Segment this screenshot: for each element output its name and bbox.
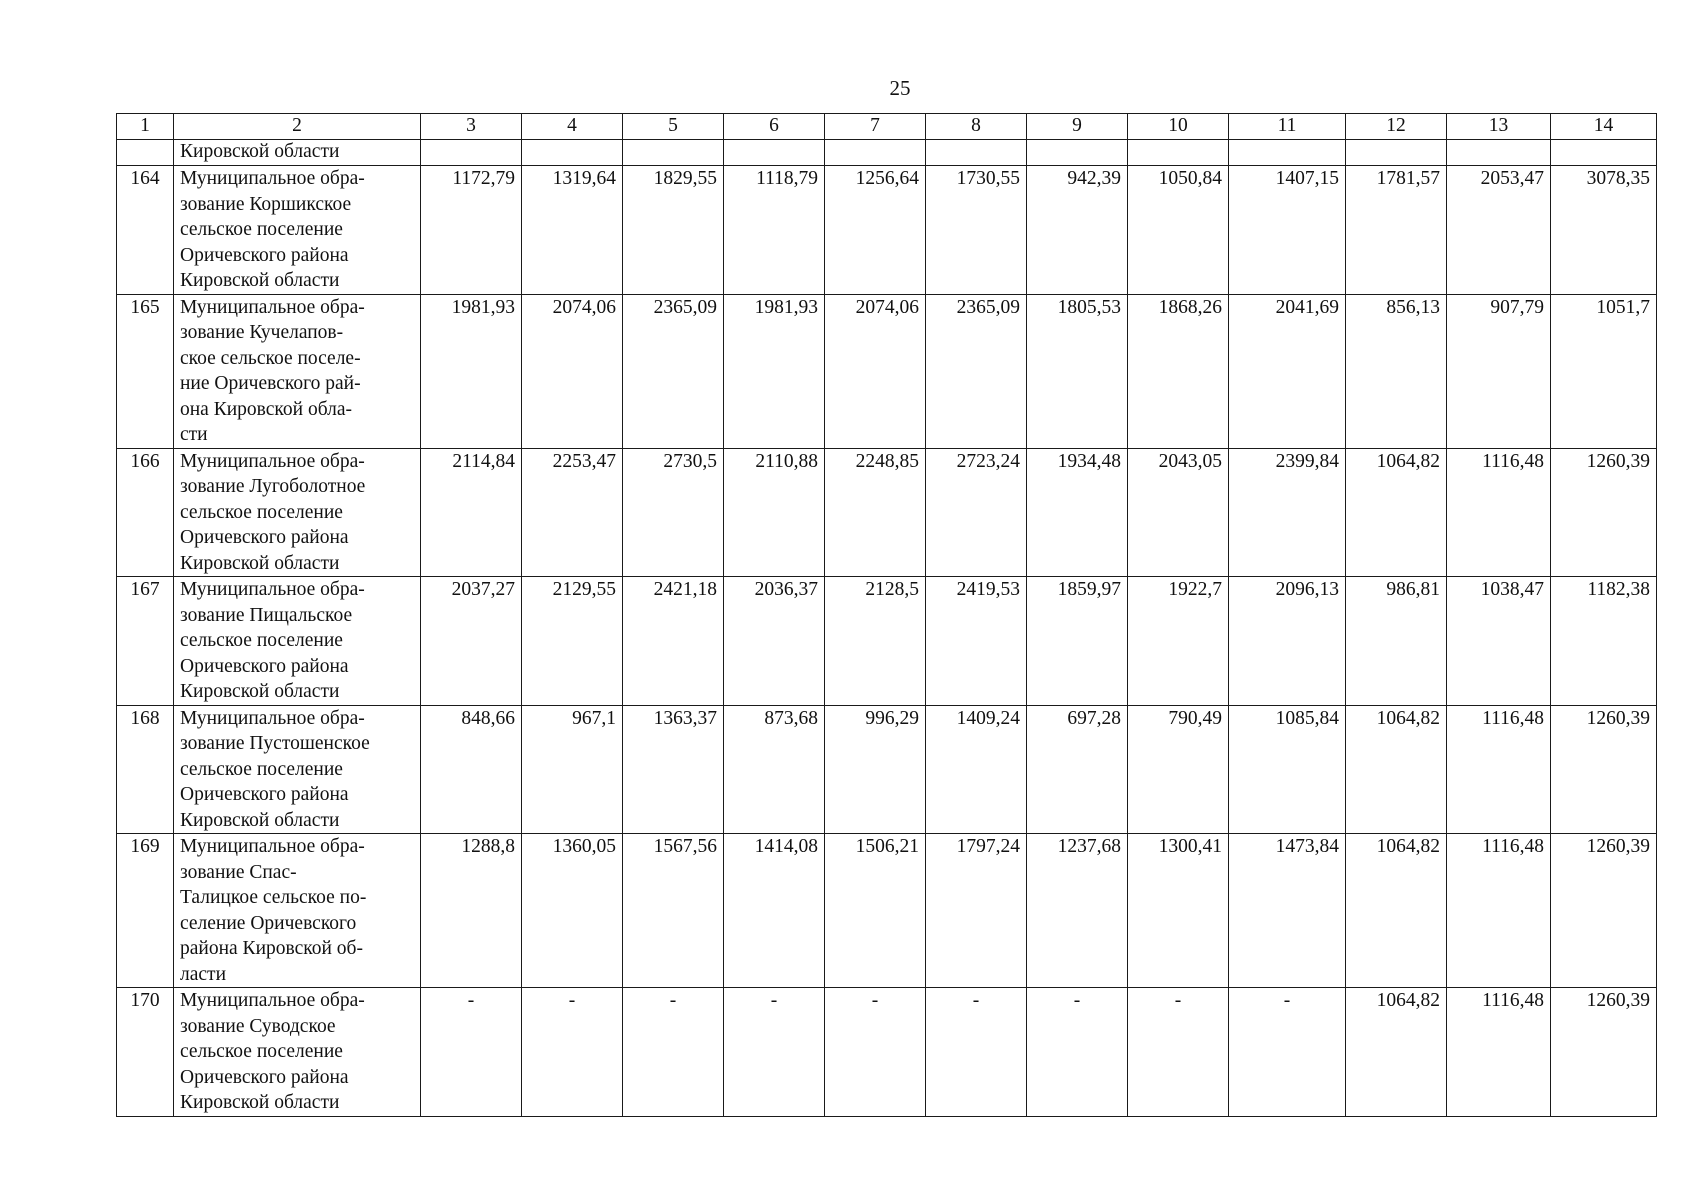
value-cell-col-8: 2723,24 (926, 448, 1027, 577)
row-number: 165 (117, 294, 174, 448)
municipality-name-line: зование Пищальское (180, 604, 353, 626)
column-header-1: 1 (117, 114, 174, 140)
column-header-3: 3 (421, 114, 522, 140)
value-cell-col-8: 1730,55 (926, 166, 1027, 295)
value-cell-col-11: 2399,84 (1229, 448, 1346, 577)
empty-cell (1346, 140, 1447, 166)
table-body (117, 140, 1657, 1117)
value-cell-col-13: 907,79 (1447, 294, 1551, 448)
value-cell-col-5: 1363,37 (623, 705, 724, 834)
row-number: 167 (117, 577, 174, 706)
value-cell-col-12: 856,13 (1346, 294, 1447, 448)
value-cell-col-9: 697,28 (1027, 705, 1128, 834)
value-cell-col-13: 2053,47 (1447, 166, 1551, 295)
value-cell-col-6: 1981,93 (724, 294, 825, 448)
empty-cell (623, 140, 724, 166)
value-cell-col-4: 967,1 (522, 705, 623, 834)
municipality-name-line: зование Лугоболотное (180, 476, 366, 497)
value-cell-col-7: 2128,5 (825, 577, 926, 706)
column-header-8: 8 (926, 114, 1027, 140)
value-cell-col-13: 1116,48 (1447, 705, 1551, 834)
value-cell-col-6: 2036,37 (724, 577, 825, 706)
continuation-name-cell: Кировской области (174, 140, 421, 166)
column-header-2: 2 (174, 114, 421, 140)
municipality-name-line: сельское поселение (180, 758, 343, 780)
value-cell-col-6: 2110,88 (724, 448, 825, 577)
municipality-name-line: Муниципальное обра- (180, 168, 365, 189)
value-cell-col-12: 1781,57 (1346, 166, 1447, 295)
value-cell-col-14: 1051,7 (1551, 294, 1657, 448)
column-header-13: 13 (1447, 114, 1551, 140)
value-cell-col-3: - (421, 988, 522, 1117)
municipality-name-line: сти (180, 424, 208, 445)
value-cell-col-14: 1182,38 (1551, 577, 1657, 706)
municipality-name-line: ние Оричевского рай- (180, 373, 361, 394)
value-cell-col-11: 1085,84 (1229, 705, 1346, 834)
municipality-name-line: зование Суводское (180, 1015, 336, 1037)
municipality-name-line: Кировской области (180, 809, 340, 831)
page-number: 25 (889, 76, 911, 100)
municipality-name-line: она Кировской обла- (180, 398, 353, 420)
table-row (117, 834, 1657, 988)
municipality-name-line: Оричевского района (180, 1066, 349, 1088)
value-cell-col-8: - (926, 988, 1027, 1117)
value-cell-col-8: 1409,24 (926, 705, 1027, 834)
value-cell-col-14: 1260,39 (1551, 834, 1657, 988)
municipality-name-line: Кировской области (180, 552, 340, 574)
value-cell-col-9: 942,39 (1027, 166, 1128, 295)
row-number: 168 (117, 705, 174, 834)
municipality-name-line: Муниципальное обра- (180, 990, 365, 1011)
value-cell-col-9: 1934,48 (1027, 448, 1128, 577)
municipality-name-line: зование Пустошенское (180, 733, 370, 754)
data-table (116, 113, 1657, 1117)
municipality-name (174, 705, 421, 834)
value-cell-col-14: 1260,39 (1551, 988, 1657, 1117)
empty-cell (1551, 140, 1657, 166)
row-number: 164 (117, 166, 174, 295)
column-header-10: 10 (1128, 114, 1229, 140)
value-cell-col-11: 1473,84 (1229, 834, 1346, 988)
municipality-name-line: селение Оричевского (180, 912, 357, 934)
value-cell-col-14: 1260,39 (1551, 448, 1657, 577)
table-row (117, 166, 1657, 295)
value-cell-col-6: 1414,08 (724, 834, 825, 988)
empty-cell (1027, 140, 1128, 166)
value-cell-col-9: 1805,53 (1027, 294, 1128, 448)
value-cell-col-3: 1172,79 (421, 166, 522, 295)
municipality-name-line: ское сельское поселе- (180, 347, 361, 369)
municipality-name (174, 448, 421, 577)
value-cell-col-10: 2043,05 (1128, 448, 1229, 577)
value-cell-col-13: 1116,48 (1447, 448, 1551, 577)
table-row (117, 448, 1657, 577)
value-cell-col-4: 2074,06 (522, 294, 623, 448)
value-cell-col-14: 1260,39 (1551, 705, 1657, 834)
table-row (117, 705, 1657, 834)
municipality-name-line: Оричевского района (180, 244, 349, 266)
value-cell-col-5: - (623, 988, 724, 1117)
empty-cell (1229, 140, 1346, 166)
empty-cell (926, 140, 1027, 166)
municipality-name (174, 988, 421, 1117)
value-cell-col-11: 2096,13 (1229, 577, 1346, 706)
municipality-name-line: сельское поселение (180, 630, 343, 651)
municipality-name-line: Муниципальное обра- (180, 836, 365, 857)
value-cell-col-13: 1038,47 (1447, 577, 1551, 706)
empty-cell (1447, 140, 1551, 166)
value-cell-col-3: 1288,8 (421, 834, 522, 988)
row-number: 166 (117, 448, 174, 577)
value-cell-col-14: 3078,35 (1551, 166, 1657, 295)
value-cell-col-4: 2129,55 (522, 577, 623, 706)
municipality-name-line: Муниципальное обра- (180, 579, 365, 600)
column-header-4: 4 (522, 114, 623, 140)
value-cell-col-5: 2365,09 (623, 294, 724, 448)
continuation-row (117, 140, 1657, 166)
column-header-5: 5 (623, 114, 724, 140)
value-cell-col-4: 2253,47 (522, 448, 623, 577)
municipality-name (174, 294, 421, 448)
municipality-name-line: зование Спас- (180, 861, 297, 883)
municipality-name-line: Муниципальное обра- (180, 296, 365, 318)
value-cell-col-8: 2419,53 (926, 577, 1027, 706)
column-header-14: 14 (1551, 114, 1657, 140)
municipality-name-line: Муниципальное обра- (180, 450, 365, 472)
value-cell-col-12: 986,81 (1346, 577, 1447, 706)
municipality-name-line: Кировской области (180, 1092, 340, 1113)
value-cell-col-9: - (1027, 988, 1128, 1117)
column-number-header (117, 114, 1657, 140)
value-cell-col-4: - (522, 988, 623, 1117)
value-cell-col-8: 2365,09 (926, 294, 1027, 448)
municipality-name-line: сельское поселение (180, 219, 343, 240)
value-cell-col-5: 1829,55 (623, 166, 724, 295)
municipality-name-line: Талицкое сельское по- (180, 887, 367, 908)
municipality-name-line: сельское поселение (180, 1041, 343, 1062)
value-cell-col-4: 1319,64 (522, 166, 623, 295)
value-cell-col-7: - (825, 988, 926, 1117)
municipality-name-line: Оричевского района (180, 784, 349, 805)
row-number: 170 (117, 988, 174, 1117)
value-cell-col-6: 873,68 (724, 705, 825, 834)
value-cell-col-12: 1064,82 (1346, 834, 1447, 988)
municipality-name-line: района Кировской об- (180, 938, 363, 959)
value-cell-col-13: 1116,48 (1447, 834, 1551, 988)
value-cell-col-10: 1300,41 (1128, 834, 1229, 988)
value-cell-col-10: 1922,7 (1128, 577, 1229, 706)
value-cell-col-3: 2037,27 (421, 577, 522, 706)
column-header-9: 9 (1027, 114, 1128, 140)
value-cell-col-3: 848,66 (421, 705, 522, 834)
empty-cell (1128, 140, 1229, 166)
municipality-name (174, 834, 421, 988)
value-cell-col-13: 1116,48 (1447, 988, 1551, 1117)
empty-cell (825, 140, 926, 166)
municipality-name-line: Кировской области (180, 270, 340, 291)
row-num-cell (117, 140, 174, 166)
municipality-name-line: Муниципальное обра- (180, 707, 365, 729)
column-header-6: 6 (724, 114, 825, 140)
empty-cell (421, 140, 522, 166)
table-row (117, 988, 1657, 1117)
value-cell-col-4: 1360,05 (522, 834, 623, 988)
municipality-name-line: зование Кучелапов- (180, 322, 344, 343)
value-cell-col-9: 1859,97 (1027, 577, 1128, 706)
value-cell-col-12: 1064,82 (1346, 988, 1447, 1117)
value-cell-col-7: 2074,06 (825, 294, 926, 448)
value-cell-col-10: 1050,84 (1128, 166, 1229, 295)
value-cell-col-7: 996,29 (825, 705, 926, 834)
column-header-12: 12 (1346, 114, 1447, 140)
value-cell-col-5: 2421,18 (623, 577, 724, 706)
value-cell-col-3: 1981,93 (421, 294, 522, 448)
value-cell-col-11: - (1229, 988, 1346, 1117)
value-cell-col-10: 1868,26 (1128, 294, 1229, 448)
value-cell-col-11: 1407,15 (1229, 166, 1346, 295)
municipality-name-line: Оричевского района (180, 527, 349, 548)
municipality-name-line: Кировской области (180, 681, 340, 702)
value-cell-col-12: 1064,82 (1346, 448, 1447, 577)
empty-cell (522, 140, 623, 166)
municipality-name (174, 166, 421, 295)
table-row (117, 577, 1657, 706)
value-cell-col-7: 1506,21 (825, 834, 926, 988)
value-cell-col-6: 1118,79 (724, 166, 825, 295)
municipality-name-line: сельское поселение (180, 501, 343, 523)
municipality-name-line: зование Коршикское (180, 193, 352, 215)
row-number: 169 (117, 834, 174, 988)
municipality-name-line: Оричевского района (180, 655, 349, 677)
value-cell-col-10: - (1128, 988, 1229, 1117)
value-cell-col-7: 2248,85 (825, 448, 926, 577)
value-cell-col-5: 2730,5 (623, 448, 724, 577)
value-cell-col-5: 1567,56 (623, 834, 724, 988)
value-cell-col-11: 2041,69 (1229, 294, 1346, 448)
column-header-11: 11 (1229, 114, 1346, 140)
municipality-name-line: ласти (180, 963, 226, 985)
empty-cell (724, 140, 825, 166)
municipality-name (174, 577, 421, 706)
value-cell-col-8: 1797,24 (926, 834, 1027, 988)
value-cell-col-3: 2114,84 (421, 448, 522, 577)
value-cell-col-12: 1064,82 (1346, 705, 1447, 834)
value-cell-col-9: 1237,68 (1027, 834, 1128, 988)
value-cell-col-7: 1256,64 (825, 166, 926, 295)
value-cell-col-6: - (724, 988, 825, 1117)
column-header-7: 7 (825, 114, 926, 140)
table-row (117, 294, 1657, 448)
value-cell-col-10: 790,49 (1128, 705, 1229, 834)
